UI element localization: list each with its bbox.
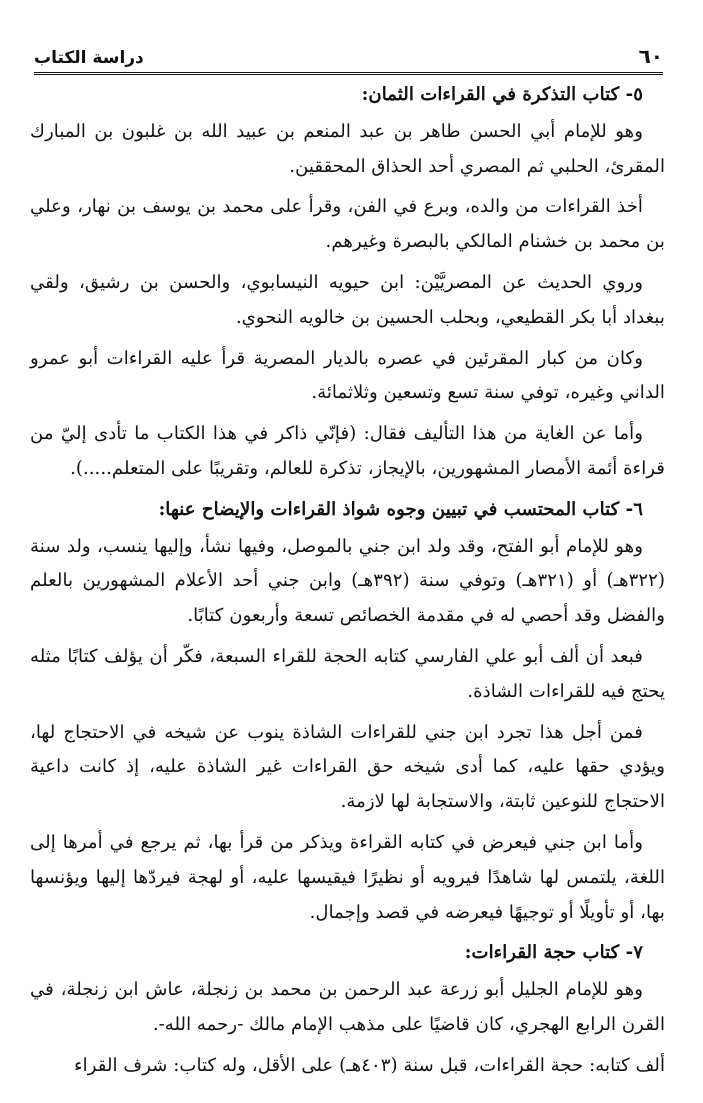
paragraph: أخذ القراءات من والده، وبرع في الفن، وقرأ على محمد بن يوسف بن نهار، وعلي بن محمد بن خشنام المالكي بالبصرة وغيرهم.: [30, 196, 665, 253]
paragraph: وأما عن الغاية من هذا التأليف فقال: (فإنّي ذاكر في هذا الكتاب ما تأدى إليّ من قراءة أئمة الأمصار المشهورين، بالإيجاز، تذكرة للعالم، وتقريبًا على المتعلم.....).: [30, 423, 665, 479]
page-body: [30, 78, 665, 1090]
paragraph: وهو للإمام أبي الحسن طاهر بن عبد المنعم بن عبيد الله بن غلبون بن المبارك المقرئ، الحلبي ثم المصري أحد الحذاق المحققين.: [30, 120, 665, 177]
paragraph: وهو للإمام أبو الفتح، وقد ولد ابن جني بالموصل، وفيها نشأ، وإليها ينسب، ولد سنة (٣٢٢هـ) أو (٣٢١هـ) وتوفي سنة (٣٩٢هـ) وابن جني أحد الأعلام المشهورين بالعلم والفضل وقد أحصي له في مقدمة الخصائص تسعة وأربعون كتابًا.: [30, 535, 665, 627]
page-number: ٦٠: [638, 44, 663, 68]
header-title: دراسة الكتاب: [34, 48, 144, 68]
section-heading-7: ٧- كتاب حجة القراءات:: [464, 942, 643, 964]
running-header: [34, 36, 663, 75]
paragraph: وهو للإمام الجليل أبو زرعة عبد الرحمن بن محمد بن زنجلة، عاش ابن زنجلة، في القرن الرابع الهجري، كان قاضيًا على مذهب الإمام مالك -رحمه الله-.: [30, 979, 665, 1035]
paragraph: وأما ابن جني فيعرض في كتابه القراءة ويذكر من قرأ بها، ثم يرجع في أمرها إلى اللغة، يلتمس لها شاهدًا فيرويه أو نظيرًا فيقيسها عليه، أو لهجة فيردّها إليها ويؤنسها بها، أو تأويلًا أو توجيهًا فيعرضه في قصد وإجمال.: [30, 831, 665, 923]
paragraph: ألف كتابه: حجة القراءات، قبل سنة (٤٠٣هـ) على الأقل، وله كتاب: شرف القراء: [74, 1054, 665, 1076]
paragraph: فبعد أن ألف أبو علي الفارسي كتابه الحجة للقراء السبعة، فكّر أن يؤلف كتابًا مثله يحتج فيه للقراءات الشاذة.: [30, 645, 665, 702]
section-heading-6: ٦- كتاب المحتسب في تبيين وجوه شواذ القراءات والإيضاح عنها:: [158, 498, 643, 520]
paragraph: فمن أجل هذا تجرد ابن جني للقراءات الشاذة ينوب عن شيخه في الاحتجاج لها، ويؤدي حقها عليه، كما أدى شيخه حق القراءات غير الشاذة عليه، إذ كانت داعية الاحتجاج للنوعين ثابتة، والاستجابة لها لازمة.: [30, 721, 665, 813]
section-heading-5: ٥- كتاب التذكرة في القراءات الثمان:: [361, 84, 643, 105]
paragraph: وكان من كبار المقرئين في عصره بالديار المصرية قرأ عليه القراءات أبو عمرو الداني وغيره، توفي سنة تسع وتسعين وثلاثمائة.: [30, 347, 665, 404]
paragraph: وروي الحديث عن المصريَّيْن: ابن حيويه النيسابوي، والحسن بن رشيق، ولقي ببغداد أبا بكر القطيعي، وبحلب الحسين بن خالويه النحوي.: [30, 271, 665, 328]
